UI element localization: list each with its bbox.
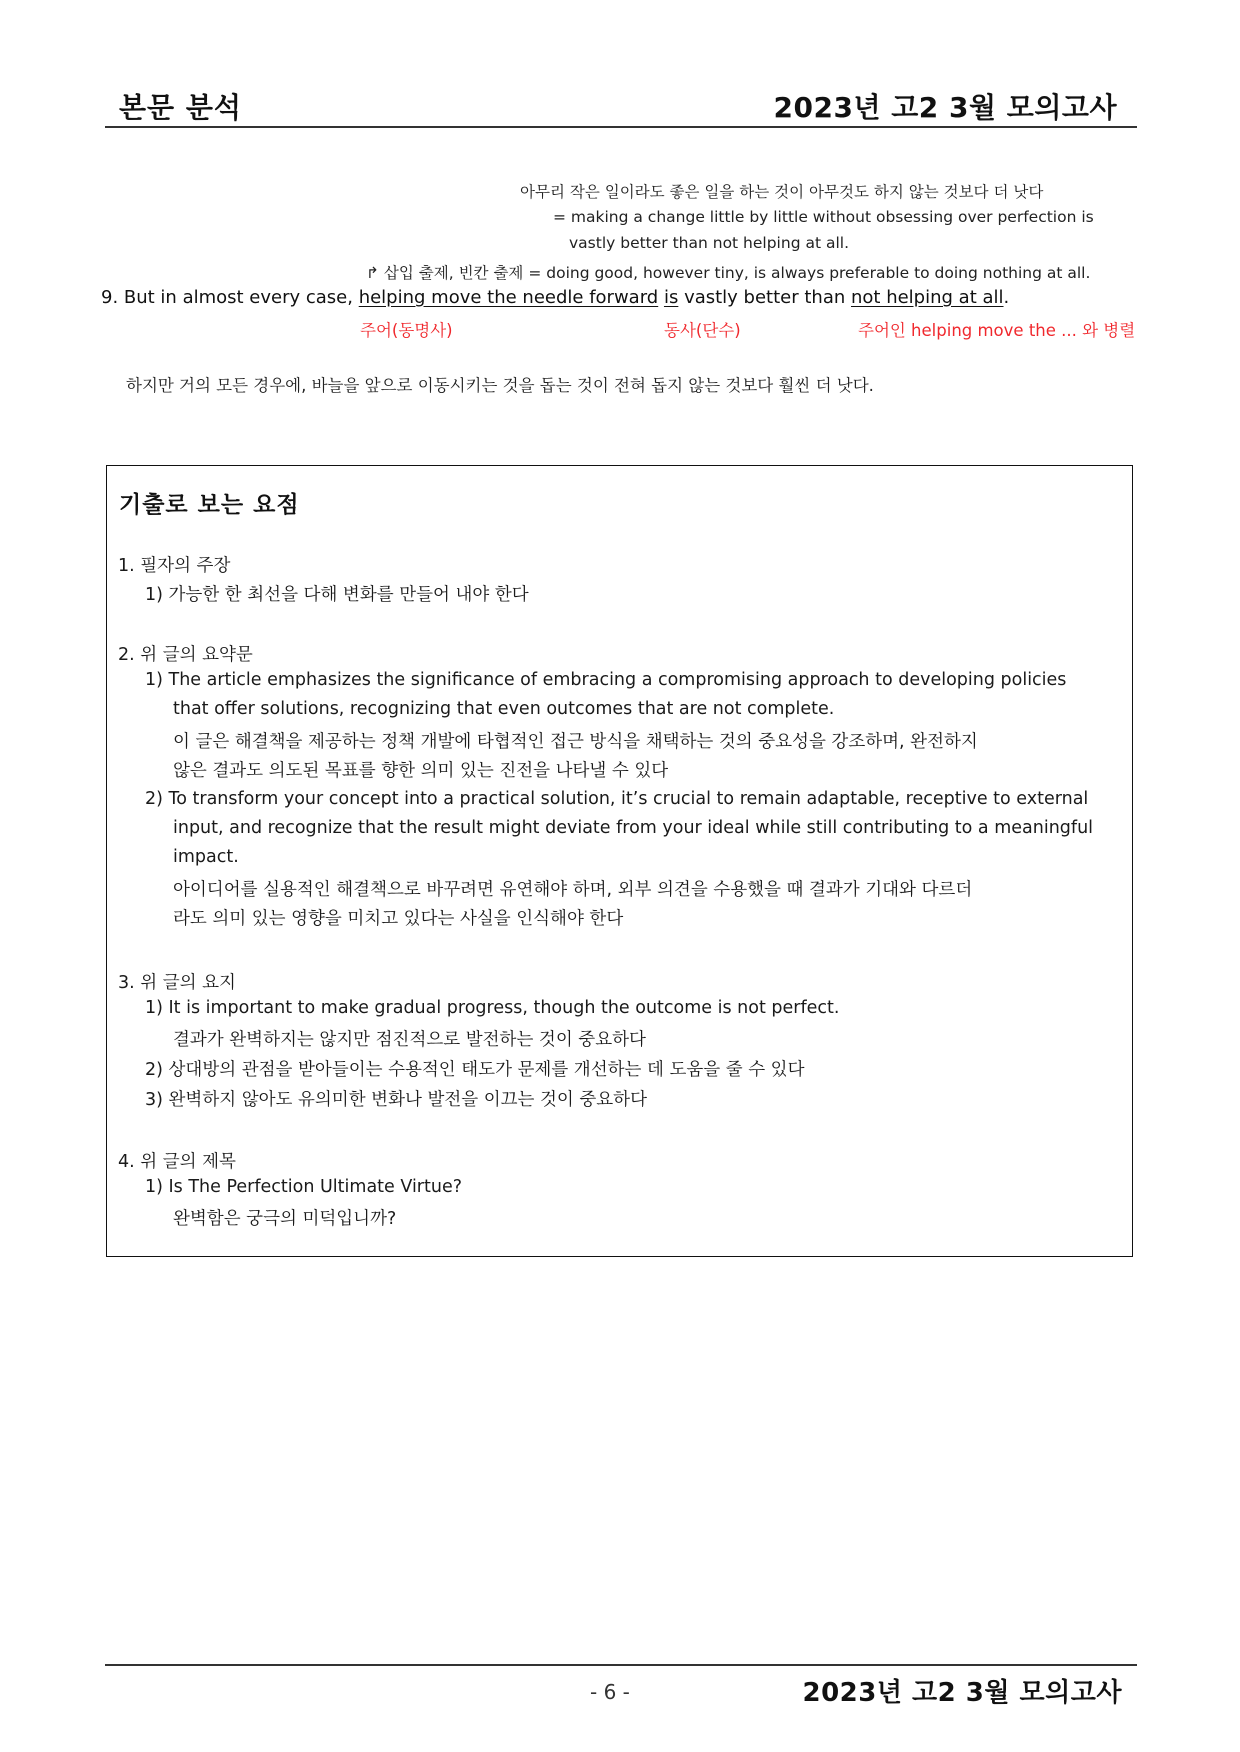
section-line: 3) 완벽하지 않아도 유의미한 변화나 발전을 이끄는 것이 중요하다 [145,1090,647,1110]
summary-box [106,465,1133,1257]
korean-paraphrase-note: 아무리 작은 일이라도 좋은 일을 하는 것이 아무것도 하지 않는 것보다 더 낫다 [520,183,1044,201]
section-line: 결과가 완벽하지는 않지만 점진적으로 발전하는 것이 중요하다 [173,1030,646,1050]
section-line: impact. [173,847,239,867]
sentence-middle: vastly better than [678,287,851,308]
section-line: 2) 상대방의 관점을 받아들이는 수용적인 태도가 문제를 개선하는 데 도움을 줄 수 있다 [145,1060,805,1080]
section-line: input, and recognize that the result might deviate from your ideal while still contributing to a meaningful [173,818,1094,838]
section-line: 2) To transform your concept into a practical solution, it’s crucial to remain adaptable, receptive to external [145,789,1089,809]
section-line: 완벽함은 궁극의 미덕입니까? [173,1209,397,1229]
section-line: that offer solutions, recognizing that even outcomes that are not complete. [173,699,835,719]
sentence-translation: 하지만 거의 모든 경우에, 바늘을 앞으로 이동시키는 것을 돕는 것이 전혀 돕지 않는 것보다 훨씬 더 낫다. [126,376,874,395]
section-line: 1) The article emphasizes the significance of embracing a compromising approach to developing policies [145,670,1067,690]
sentence-prefix: 9. But in almost every case, [101,287,359,308]
section-line: 라도 의미 있는 영향을 미치고 있다는 사실을 인식해야 한다 [173,909,624,929]
sentence-verb: is [663,287,679,308]
section-heading: 2. 위 글의 요약문 [118,645,253,665]
sentence-suffix: . [1003,287,1010,308]
exam-title: 2023년 고2 3월 모의고사 [773,91,1117,124]
section-line: 1) 가능한 한 최선을 다해 변화를 만들어 내야 한다 [145,585,529,605]
section-heading: 4. 위 글의 제목 [118,1152,236,1172]
footer-exam-title: 2023년 고2 3월 모의고사 [802,1678,1122,1708]
analyzed-sentence [101,287,1009,308]
annotation-verb: 동사(단수) [664,321,741,340]
header-divider [105,126,1137,128]
exam-tag-note: ↱ 삽입 출제, 빈칸 출제 = doing good, however tiny, is always preferable to doing nothing at all. [366,264,1091,282]
footer-divider [105,1664,1137,1666]
paraphrase-equation-line2: vastly better than not helping at all. [569,234,849,252]
summary-box-title: 기출로 보는 요점 [119,492,300,518]
section-heading: 1. 필자의 주장 [118,556,231,576]
page-header [105,82,1137,128]
section-heading: 3. 위 글의 요지 [118,973,236,993]
section-line: 이 글은 해결책을 제공하는 정책 개발에 타협적인 접근 방식을 채택하는 것의 중요성을 강조하며, 완전하지 [173,732,978,752]
page-number: - 6 - [590,1680,630,1704]
section-line: 않은 결과도 의도된 목표를 향한 의미 있는 진전을 나타낼 수 있다 [173,761,669,781]
annotation-subject: 주어(동명사) [360,321,453,340]
section-line: 1) It is important to make gradual progress, though the outcome is not perfect. [145,998,840,1018]
section-line: 아이디어를 실용적인 해결책으로 바꾸려면 유연해야 하며, 외부 의견을 수용했을 때 결과가 기대와 다르더 [173,880,973,900]
sentence-parallel: not helping at all [851,287,1004,308]
section-title: 본문 분석 [119,91,242,124]
paraphrase-equation-line1: = making a change little by little without obsessing over perfection is [553,208,1094,226]
sentence-subject: helping move the needle forward [358,287,659,308]
annotation-parallel: 주어인 helping move the ... 와 병렬 [858,321,1136,340]
section-line: 1) Is The Perfection Ultimate Virtue? [145,1177,463,1197]
